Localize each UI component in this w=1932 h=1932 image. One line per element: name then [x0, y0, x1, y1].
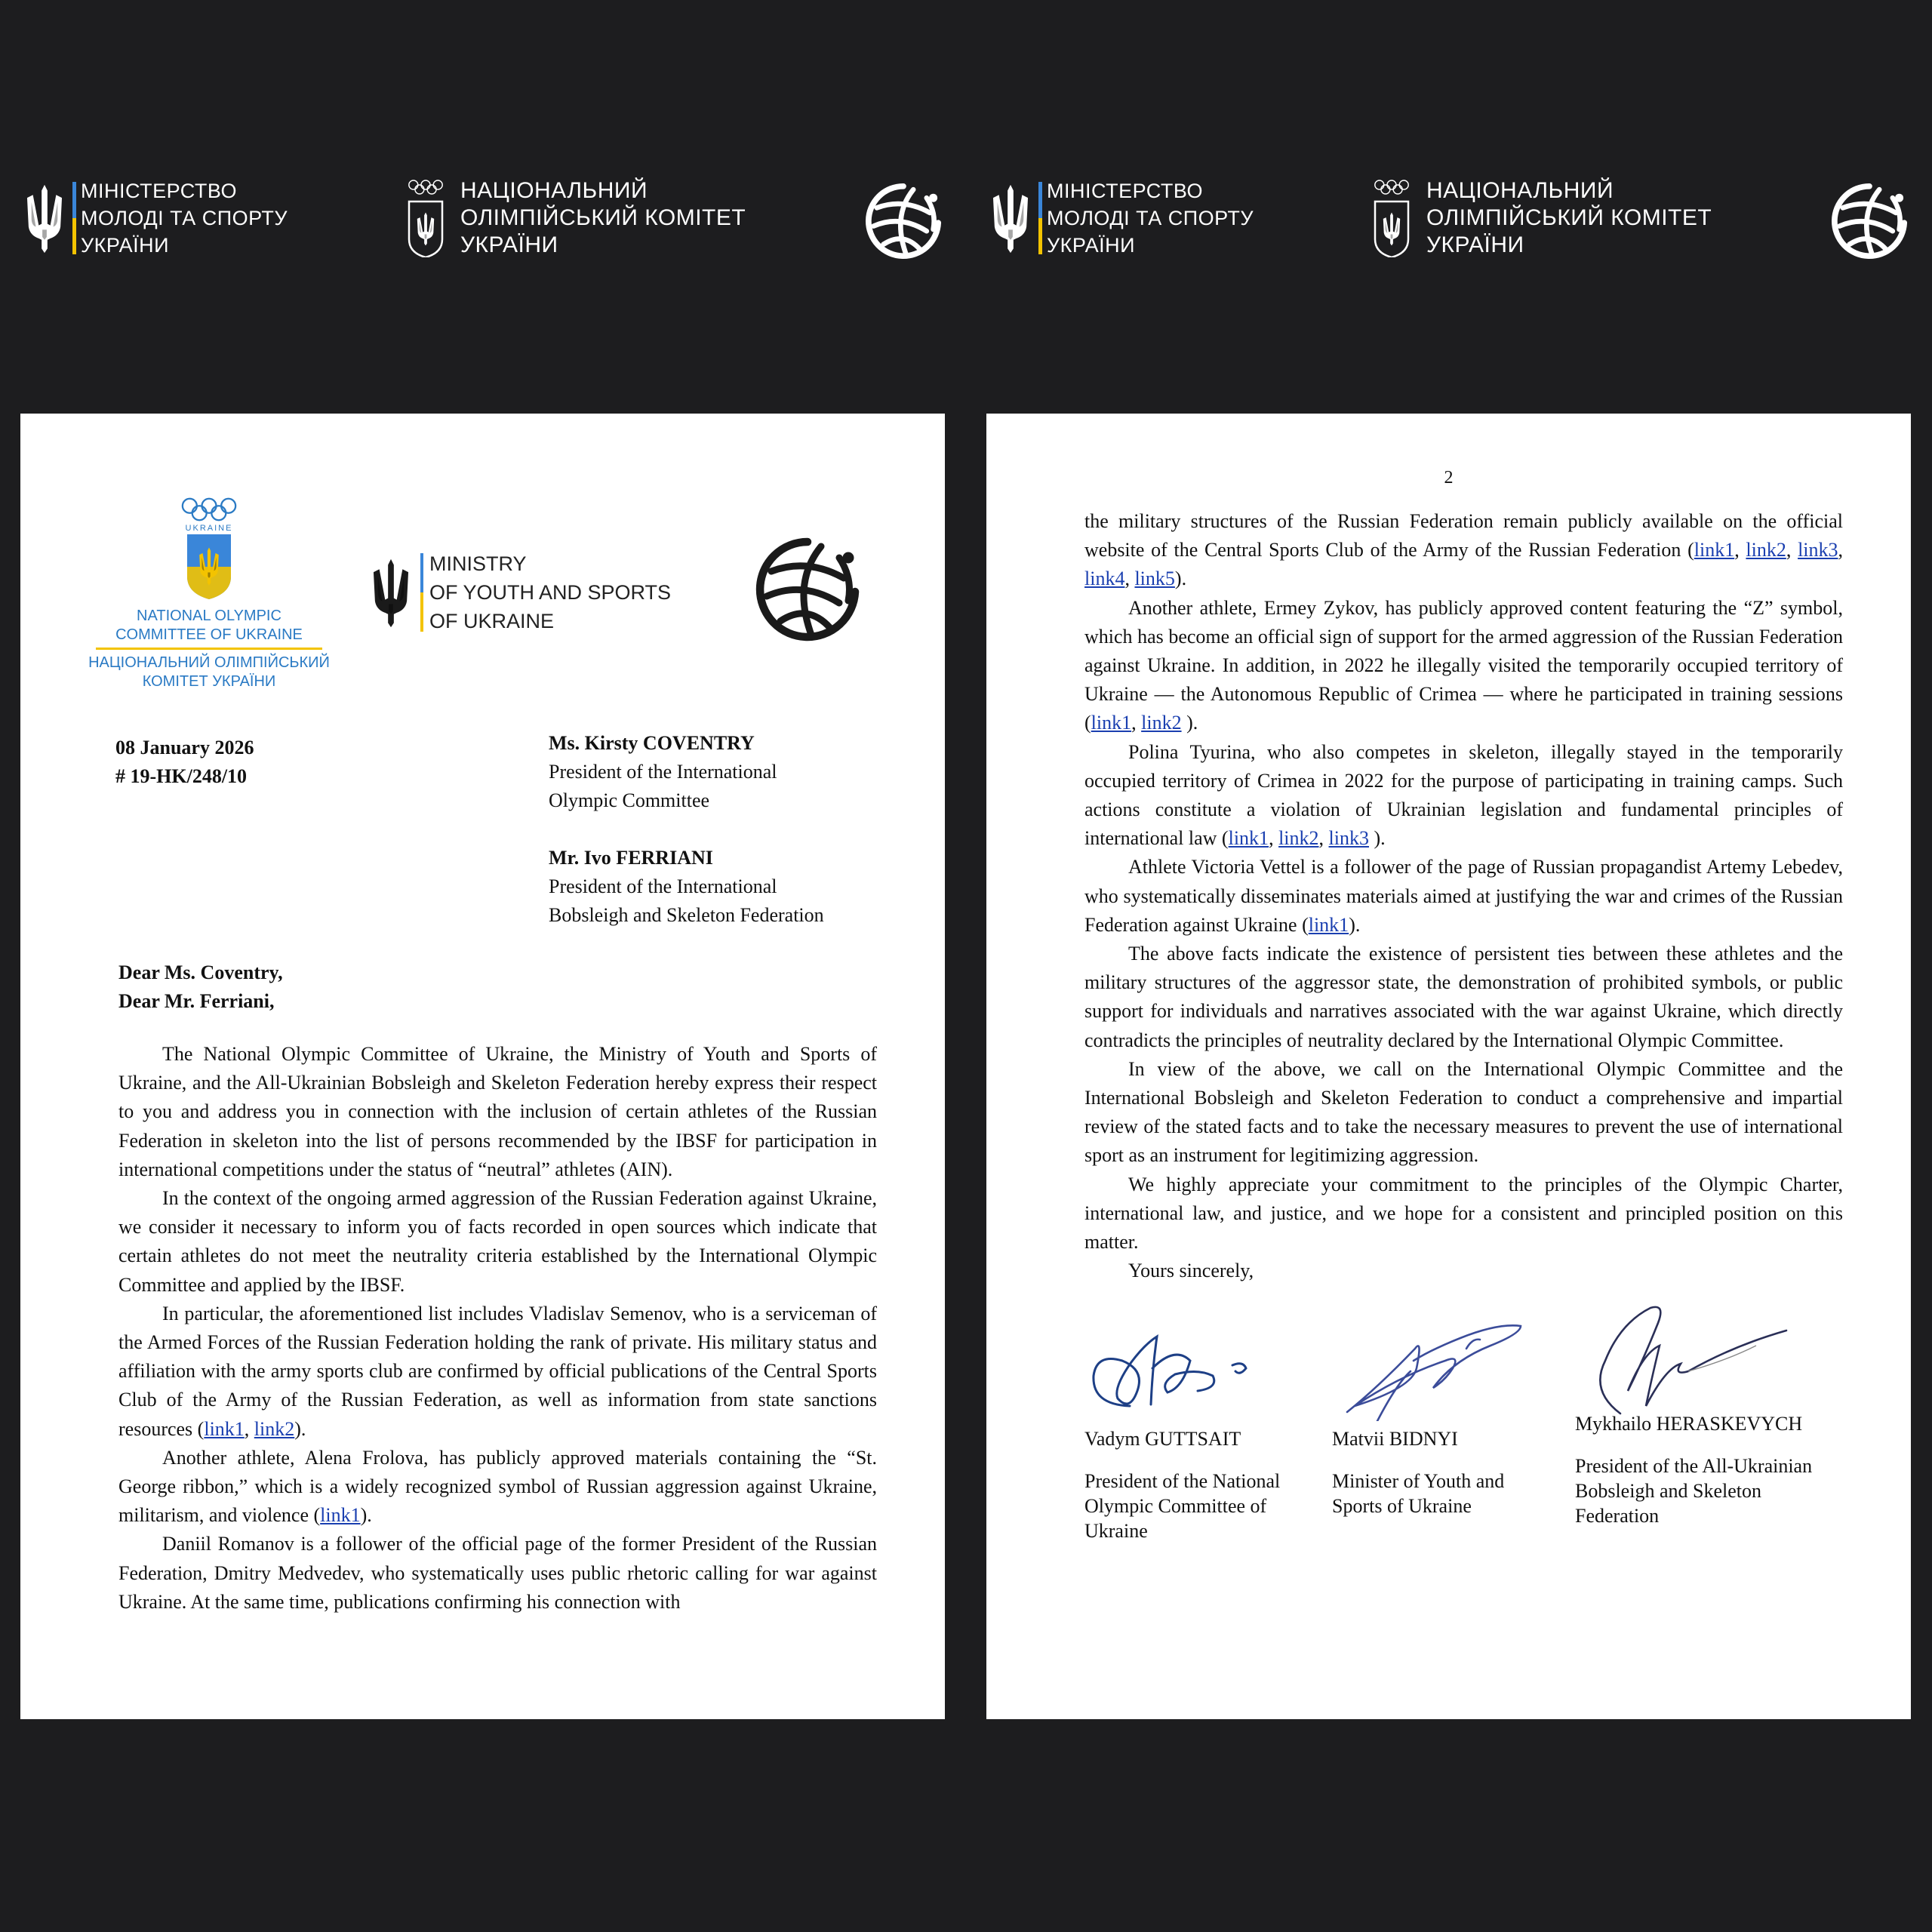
source-link[interactable]: link5: [1134, 568, 1175, 590]
federation-globe-icon: [862, 180, 945, 263]
trident-icon: [369, 556, 413, 629]
paragraph: Another athlete, Ermey Zykov, has publicly approved content featuring the “Z” symbol, which has become an official sign of support for the armed aggression of the Russian Federation against Ukraine. In addition, in 2022 he illegally visited the temporarily occupied territory of Ukraine — the Autonomous Republic of Crimea — where he participated in training sessions (link1, link2 ).: [1084, 596, 1843, 734]
addressee-title: Bobsleigh and Skeleton Federation: [549, 904, 824, 926]
letter-body: [1084, 507, 1843, 1285]
salutation: [118, 958, 283, 1016]
page-number: 2: [1444, 468, 1454, 488]
handwritten-signature: [1575, 1300, 1801, 1421]
handwritten-signature: [1084, 1315, 1266, 1421]
paragraph: Athlete Victoria Vettel is a follower of the page of Russian propagandist Artemy Lebedev, who systematically disseminates materials aimed at justifying the war and crimes of the Russian Federation against Ukraine (link1).: [1084, 856, 1843, 936]
signatory-name: Mykhailo HERASKEVYCH: [1575, 1413, 1803, 1435]
divider: [96, 648, 322, 650]
source-link[interactable]: link3: [1798, 539, 1838, 561]
ministry-line: MINISTRY: [429, 552, 527, 575]
addressee-name: Ms. Kirsty COVENTRY: [549, 732, 755, 754]
header-ministry-line: МОЛОДІ ТА СПОРТУ: [1047, 207, 1254, 229]
trident-icon: [23, 182, 66, 254]
ministry-line: OF YOUTH AND SPORTS: [429, 581, 672, 604]
flag-bar: [72, 182, 76, 254]
source-link[interactable]: link2: [1141, 712, 1182, 734]
header-noc-line: НАЦІОНАЛЬНИЙ: [460, 178, 648, 203]
addressee-title: President of the International: [549, 875, 777, 897]
paragraph: In the context of the ongoing armed aggression of the Russian Federation against Ukraine, we consider it necessary to inform you of facts recorded in open sources which indicate that certain athletes do not meet the neutrality criteria established by the International Olympic Committee and applied by the IBSF.: [118, 1187, 877, 1296]
source-link[interactable]: link1: [1228, 827, 1269, 850]
source-link[interactable]: link1: [320, 1504, 361, 1527]
header-ministry-line: УКРАЇНИ: [81, 234, 169, 257]
ministry-letterhead-logo: [369, 549, 671, 635]
letter-date: 08 January 2026: [115, 737, 254, 758]
trident-icon: [989, 182, 1032, 254]
header-noc-line: УКРАЇНИ: [1426, 232, 1524, 257]
flag-bar: [1038, 182, 1042, 254]
source-link[interactable]: link1: [1091, 712, 1132, 734]
flag-bar: [420, 553, 423, 632]
header-ministry-line: МІНІСТЕРСТВО: [81, 180, 238, 202]
signatory-title: Federation: [1575, 1505, 1660, 1527]
header-noc-logo-2: [1372, 177, 1712, 259]
addressee-title: Olympic Committee: [549, 789, 710, 811]
source-link[interactable]: link2: [1278, 827, 1319, 850]
handwritten-signature: [1332, 1315, 1528, 1421]
source-link[interactable]: link1: [1308, 913, 1349, 936]
source-link[interactable]: link3: [1328, 827, 1369, 850]
addressee-name: Mr. Ivo FERRIANI: [549, 847, 713, 869]
addressee-block: [549, 729, 824, 930]
signatory-title: Ukraine: [1084, 1520, 1148, 1542]
header-noc-line: УКРАЇНИ: [460, 232, 558, 257]
header-ministry-line: МОЛОДІ ТА СПОРТУ: [81, 207, 288, 229]
signatory: [1332, 1315, 1604, 1518]
signatory-name: Vadym GUTTSAIT: [1084, 1428, 1241, 1450]
signatory: [1084, 1315, 1356, 1543]
letter-reference-number: # 19-HK/248/10: [115, 765, 248, 787]
header-noc-line: ОЛІМПІЙСЬКИЙ КОМІТЕТ: [460, 205, 746, 230]
paragraph: Polina Tyurina, who also competes in skeleton, illegally stayed in the temporarily occupied territory of Crimea in 2022 for the purpose of participating in training camps. Such actions constitute a violation of Ukrainian legislation and fundamental principles of international law (link1, link2, link3 ).: [1084, 740, 1843, 850]
signatory: [1575, 1315, 1847, 1528]
letter-body: [118, 1040, 877, 1617]
olympic-rings-icon: [180, 497, 238, 522]
signatory-title: Sports of Ukraine: [1332, 1495, 1472, 1517]
signatory-title: Olympic Committee of: [1084, 1495, 1267, 1517]
header-ministry-line: МІНІСТЕРСТВО: [1047, 180, 1204, 202]
paragraph: Another athlete, Alena Frolova, has publicly approved materials containing the “St. George ribbon,” which is a widely recognized symbol of Russian aggression against Ukraine, militarism, and violence (link1).: [118, 1446, 877, 1527]
paragraph: In particular, the aforementioned list includes Vladislav Semenov, who is a serviceman of the Armed Forces of the Russian Federation holding the rank of private. His military status and affiliation with the army sports club are confirmed by official publications of the Central Sports Club of the Army of the Russian Federation, as well as information from state sanctions resources (link1, link2).: [118, 1302, 877, 1440]
ministry-line: OF UKRAINE: [429, 610, 555, 632]
addressee-title: President of the International: [549, 761, 777, 783]
letter-page-2: [986, 414, 1911, 1719]
signatory-name: Matvii BIDNYI: [1332, 1428, 1458, 1450]
salutation-line: Dear Mr. Ferriani,: [118, 990, 275, 1012]
noc-shield-icon: [184, 533, 234, 601]
federation-globe-icon: [751, 533, 864, 646]
salutation-line: Dear Ms. Coventry,: [118, 961, 283, 983]
noc-badge-icon: [406, 179, 445, 257]
source-link[interactable]: link2: [1746, 539, 1786, 561]
source-link[interactable]: link4: [1084, 568, 1125, 590]
header-ministry-line: УКРАЇНИ: [1047, 234, 1135, 257]
letter-page-1: [20, 414, 945, 1719]
noc-badge-label: UKRAINE: [185, 524, 233, 533]
header-noc-line: НАЦІОНАЛЬНИЙ: [1426, 178, 1614, 203]
source-link[interactable]: link1: [1694, 539, 1735, 561]
paragraph: The above facts indicate the existence of persistent ties between these athletes and the military structures of the aggressor state, the demonstration of prohibited symbols, or public support for individuals and narratives associated with the war against Ukraine, which directly contradicts the principles of neutrality declared by the International Olympic Committee.: [1084, 943, 1843, 1051]
signatory-title: President of the All-Ukrainian: [1575, 1455, 1813, 1477]
noc-en-line: COMMITTEE OF UKRAINE: [115, 626, 303, 643]
header-ministry-logo-2: [989, 177, 1254, 259]
paragraph: The National Olympic Committee of Ukraine, the Ministry of Youth and Sports of Ukraine, and the All-Ukrainian Bobsleigh and Skeleton Federation hereby express their respect to you and address you in connection with the inclusion of certain athletes of the Russian Federation in skeleton into the list of persons recommended by the IBSF for participation in international competitions under the status of “neutral” athletes (AIN).: [118, 1043, 877, 1180]
paragraph: the military structures of the Russian Federation remain publicly available on the official website of the Central Sports Club of the Army of the Russian Federation (link1, link2, link3, link4, link5).: [1084, 510, 1844, 590]
signatory-title: Bobsleigh and Skeleton: [1575, 1480, 1761, 1502]
federation-globe-icon: [1828, 180, 1911, 263]
paragraph: We highly appreciate your commitment to the principles of the Olympic Charter, international law, and justice, and we hope for a consistent and principled position on this matter.: [1084, 1173, 1843, 1254]
noc-ua-line: КОМІТЕТ УКРАЇНИ: [142, 673, 276, 690]
paragraph: Daniil Romanov is a follower of the official page of the former President of the Russian Federation, Dmitry Medvedev, who systematically uses public rhetoric calling for war against Ukraine. At the same time, publications confirming his connection with: [118, 1533, 877, 1613]
noc-letterhead-logo: [85, 497, 334, 691]
signatory-title: President of the National: [1084, 1470, 1281, 1492]
signatory-title: Minister of Youth and: [1332, 1470, 1505, 1492]
noc-en-line: NATIONAL OLYMPIC: [137, 608, 281, 624]
header-noc-logo-1: [406, 177, 746, 259]
header-noc-line: ОЛІМПІЙСЬКИЙ КОМІТЕТ: [1426, 205, 1712, 230]
noc-ua-line: НАЦІОНАЛЬНИЙ ОЛІМПІЙСЬКИЙ: [88, 654, 330, 671]
source-link[interactable]: link2: [254, 1417, 295, 1440]
closing: Yours sincerely,: [1128, 1260, 1254, 1282]
paragraph: In view of the above, we call on the International Olympic Committee and the International Bobsleigh and Skeleton Federation to conduct a comprehensive and impartial review of the stated facts and to take the necessary measures to prevent the use of international sport as an instrument for legitimizing aggression.: [1084, 1057, 1843, 1167]
source-link[interactable]: link1: [204, 1417, 245, 1440]
header-ministry-logo-1: [23, 177, 288, 259]
noc-badge-icon: [1372, 179, 1411, 257]
date-reference: [115, 734, 254, 791]
